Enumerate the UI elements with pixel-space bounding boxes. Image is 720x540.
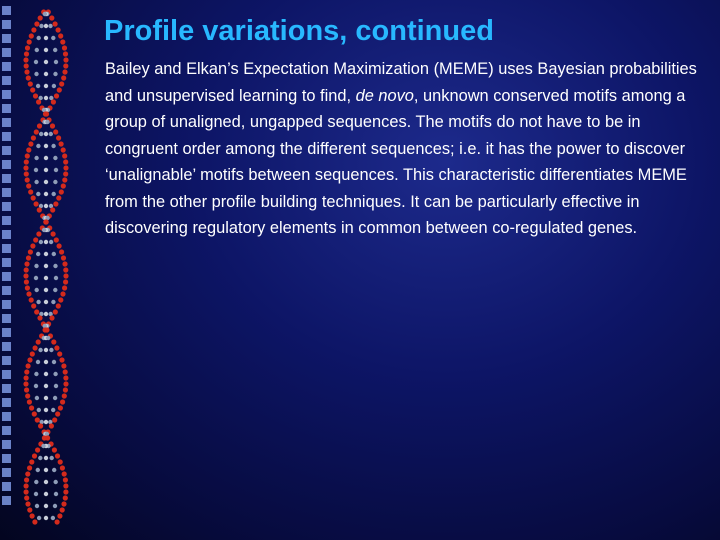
helix-base-atom [44, 156, 48, 160]
helix-base-atom [44, 468, 48, 472]
helix-atom [51, 99, 56, 104]
helix-base-atom [44, 48, 48, 52]
helix-atom [62, 153, 67, 158]
helix-atom [52, 417, 57, 422]
decorative-square [2, 104, 11, 113]
page-title: Profile variations, continued [104, 15, 494, 47]
decorative-square [2, 90, 11, 99]
helix-atom [63, 279, 68, 284]
helix-base-atom [44, 180, 48, 184]
helix-atom [38, 423, 43, 428]
helix-atom [24, 279, 29, 284]
helix-atom [24, 375, 29, 380]
helix-atom [24, 477, 29, 482]
helix-atom [57, 87, 62, 92]
decorative-square [2, 398, 11, 407]
helix-atom [25, 501, 30, 506]
helix-base-atom [51, 36, 55, 40]
helix-base-atom [36, 360, 40, 364]
helix-base-atom [49, 240, 53, 244]
decorative-square [2, 342, 11, 351]
helix-base-atom [44, 312, 48, 316]
helix-atom [63, 387, 68, 392]
helix-base-atom [44, 492, 48, 496]
helix-atom [56, 303, 61, 308]
helix-atom [37, 123, 42, 128]
helix-base-atom [35, 48, 39, 52]
helix-base-atom [34, 276, 38, 280]
helix-base-atom [44, 132, 48, 136]
helix-base-atom [53, 48, 57, 52]
decorative-square [2, 76, 11, 85]
helix-atom [62, 261, 67, 266]
helix-base-atom [53, 504, 57, 508]
helix-atom [26, 291, 31, 296]
decorative-square [2, 132, 11, 141]
decorative-square [2, 160, 11, 169]
helix-atom [58, 297, 63, 302]
decorative-square [2, 34, 11, 43]
helix-atom [52, 447, 57, 452]
helix-atom [25, 177, 30, 182]
helix-base-atom [36, 252, 40, 256]
helix-base-atom [44, 36, 48, 40]
decorative-square [2, 244, 11, 253]
helix-base-atom [49, 348, 53, 352]
helix-atom [29, 297, 34, 302]
helix-base-atom [44, 504, 48, 508]
decorative-square [2, 328, 11, 337]
decorative-square [2, 258, 11, 267]
helix-base-atom [44, 300, 48, 304]
decorative-square [2, 454, 11, 463]
helix-base-atom [44, 24, 48, 28]
helix-atom [49, 15, 54, 20]
helix-atom [31, 27, 36, 32]
helix-base-atom [44, 60, 48, 64]
helix-atom [27, 39, 32, 44]
helix-atom [29, 405, 34, 410]
helix-atom [24, 63, 29, 68]
helix-atom [62, 69, 67, 74]
helix-atom [62, 471, 67, 476]
helix-atom [31, 303, 36, 308]
helix-base-atom [35, 288, 39, 292]
helix-atom [35, 417, 40, 422]
helix-atom [63, 51, 68, 56]
helix-atom [58, 405, 63, 410]
helix-atom [63, 495, 68, 500]
helix-atom [59, 81, 64, 86]
helix-base-atom [34, 480, 38, 484]
helix-base-atom [44, 396, 48, 400]
helix-atom [33, 93, 38, 98]
helix-atom [62, 285, 67, 290]
helix-atom [30, 351, 35, 356]
decorative-square [2, 356, 11, 365]
helix-atom [24, 261, 29, 266]
decorative-square [2, 6, 11, 15]
helix-atom [28, 189, 33, 194]
helix-atom [59, 141, 64, 146]
helix-base-atom [34, 60, 38, 64]
helix-base-atom [53, 72, 57, 76]
helix-base-atom [51, 408, 55, 412]
helix-base-atom [53, 288, 57, 292]
helix-atom [34, 129, 39, 134]
helix-base-atom [54, 492, 58, 496]
decorative-square [2, 146, 11, 155]
decorative-square [2, 230, 11, 239]
helix-atom [26, 363, 31, 368]
helix-base-atom [44, 456, 48, 460]
helix-atom [60, 291, 65, 296]
helix-atom [59, 249, 64, 254]
helix-atom [60, 507, 65, 512]
helix-base-atom [37, 516, 41, 520]
helix-base-atom [41, 444, 45, 448]
helix-base-atom [35, 504, 39, 508]
helix-base-atom [39, 132, 43, 136]
helix-atom [36, 339, 41, 344]
helix-atom [25, 45, 30, 50]
helix-atom [43, 219, 48, 224]
helix-base-atom [44, 252, 48, 256]
helix-atom [32, 453, 37, 458]
helix-atom [34, 309, 39, 314]
helix-atom [23, 273, 28, 278]
helix-atom [26, 147, 31, 152]
helix-atom [35, 447, 40, 452]
helix-base-atom [44, 192, 48, 196]
decorative-square [2, 440, 11, 449]
body-paragraph [105, 56, 705, 242]
paragraph-italic: de novo [355, 86, 414, 105]
helix-atom [24, 495, 29, 500]
helix-atom [56, 135, 61, 140]
helix-base-atom [44, 276, 48, 280]
helix-base-atom [51, 516, 55, 520]
helix-base-atom [34, 180, 38, 184]
helix-atom [60, 399, 65, 404]
helix-atom [57, 351, 62, 356]
helix-base-atom [39, 240, 43, 244]
helix-atom [63, 159, 68, 164]
helix-base-atom [44, 168, 48, 172]
helix-atom [25, 471, 30, 476]
helix-atom [63, 483, 68, 488]
helix-atom [36, 231, 41, 236]
paragraph-text-2: , unknown conserved motifs among a group of unaligned, ungapped sequences. The motifs do not have to be in congruent order among the different sequences; i.e. it has the power to discover ‘unalignable’ motifs between sequences. This characteristic differentiates MEME from the other profile building techniques. It can be particularly effective in discovering regulatory elements in common between co-regulated genes. [105, 86, 687, 237]
helix-base-atom [34, 384, 38, 388]
helix-atom [57, 243, 62, 248]
helix-atom [23, 381, 28, 386]
helix-atom [24, 51, 29, 56]
helix-base-atom [52, 84, 56, 88]
helix-base-atom [44, 288, 48, 292]
paragraph-text-1: Bailey and Elkan’s Expectation Maximization (MEME) uses Bayesian probabilities and unsupervised learning to find, [105, 60, 697, 105]
helix-base-atom [53, 396, 57, 400]
helix-atom [24, 483, 29, 488]
helix-base-atom [54, 384, 58, 388]
helix-base-atom [52, 192, 56, 196]
helix-atom [37, 315, 42, 320]
helix-base-atom [52, 468, 56, 472]
helix-atom [63, 489, 68, 494]
helix-base-atom [34, 156, 38, 160]
helix-atom [24, 159, 29, 164]
helix-atom [30, 87, 35, 92]
helix-atom [58, 33, 63, 38]
helix-atom [53, 129, 58, 134]
helix-atom [29, 33, 34, 38]
helix-base-atom [52, 360, 56, 364]
helix-atom [56, 27, 61, 32]
helix-atom [36, 99, 41, 104]
helix-base-atom [36, 468, 40, 472]
helix-atom [51, 231, 56, 236]
decorative-square [2, 286, 11, 295]
helix-base-atom [44, 264, 48, 268]
decorative-square [2, 216, 11, 225]
helix-atom [24, 387, 29, 392]
decorative-square [2, 62, 11, 71]
helix-atom [63, 165, 68, 170]
helix-atom [25, 153, 30, 158]
helix-base-atom [43, 12, 47, 16]
helix-base-atom [34, 72, 38, 76]
helix-base-atom [46, 336, 50, 340]
helix-base-atom [34, 264, 38, 268]
helix-atom [63, 267, 68, 272]
helix-atom [53, 201, 58, 206]
helix-base-atom [37, 408, 41, 412]
helix-base-atom [50, 456, 54, 460]
helix-atom [63, 63, 68, 68]
helix-base-atom [44, 372, 48, 376]
helix-atom [24, 489, 29, 494]
helix-atom [26, 255, 31, 260]
helix-base-atom [44, 516, 48, 520]
helix-atom [55, 519, 60, 524]
helix-base-atom [44, 360, 48, 364]
decorative-square [2, 174, 11, 183]
decorative-square [2, 48, 11, 57]
helix-atom [31, 195, 36, 200]
helix-atom [27, 399, 32, 404]
helix-atom [43, 111, 48, 116]
helix-atom [32, 411, 37, 416]
decorative-square [2, 496, 11, 505]
helix-base-atom [53, 372, 57, 376]
helix-atom [30, 243, 35, 248]
helix-base-atom [53, 156, 57, 160]
helix-atom [25, 285, 30, 290]
helix-atom [61, 147, 66, 152]
helix-atom [61, 183, 66, 188]
decorative-square [2, 314, 11, 323]
helix-atom [44, 327, 49, 332]
helix-base-atom [36, 300, 40, 304]
helix-atom [62, 45, 67, 50]
helix-atom [33, 345, 38, 350]
helix-base-atom [51, 144, 55, 148]
helix-base-atom [54, 168, 58, 172]
helix-atom [32, 519, 37, 524]
helix-base-atom [52, 252, 56, 256]
helix-atom [37, 207, 42, 212]
helix-base-atom [49, 132, 53, 136]
helix-atom [60, 465, 65, 470]
decorative-square [2, 384, 11, 393]
helix-base-atom [34, 372, 38, 376]
helix-base-atom [54, 276, 58, 280]
helix-atom [31, 135, 36, 140]
helix-base-atom [54, 60, 58, 64]
helix-atom [57, 513, 62, 518]
helix-atom [63, 477, 68, 482]
decorative-square [2, 118, 11, 127]
helix-base-atom [45, 120, 49, 124]
decorative-square [2, 482, 11, 491]
helix-base-atom [36, 192, 40, 196]
helix-base-atom [34, 168, 38, 172]
helix-base-atom [38, 456, 42, 460]
decorative-square [2, 412, 11, 421]
helix-atom [59, 189, 64, 194]
helix-base-atom [44, 240, 48, 244]
helix-atom [34, 21, 39, 26]
helix-atom [50, 207, 55, 212]
helix-atom [24, 171, 29, 176]
helix-base-atom [44, 72, 48, 76]
decorative-square [2, 188, 11, 197]
helix-atom [56, 195, 61, 200]
helix-atom [55, 453, 60, 458]
helix-atom [29, 459, 34, 464]
helix-base-atom [44, 384, 48, 388]
helix-base-atom [48, 24, 52, 28]
dna-helix-icon [16, 8, 86, 528]
helix-base-atom [53, 180, 57, 184]
helix-base-atom [44, 204, 48, 208]
helix-base-atom [36, 144, 40, 148]
helix-base-atom [51, 300, 55, 304]
decorative-square [2, 272, 11, 281]
decorative-square [2, 300, 11, 309]
helix-atom [27, 357, 32, 362]
helix-atom [26, 75, 31, 80]
helix-atom [63, 171, 68, 176]
decorative-square [2, 370, 11, 379]
helix-atom [61, 501, 66, 506]
helix-base-atom [44, 408, 48, 412]
helix-atom [24, 69, 29, 74]
helix-atom [23, 57, 28, 62]
helix-atom [60, 39, 65, 44]
helix-atom [26, 183, 31, 188]
helix-atom [30, 513, 35, 518]
helix-atom [49, 315, 54, 320]
helix-atom [34, 201, 39, 206]
helix-atom [51, 339, 56, 344]
helix-atom [63, 381, 68, 386]
helix-atom [28, 141, 33, 146]
decorative-square [2, 426, 11, 435]
helix-atom [63, 375, 68, 380]
helix-atom [62, 177, 67, 182]
helix-base-atom [44, 144, 48, 148]
helix-atom [27, 465, 32, 470]
helix-atom [53, 21, 58, 26]
helix-atom [33, 237, 38, 242]
helix-base-atom [53, 264, 57, 268]
helix-atom [59, 357, 64, 362]
helix-atom [50, 123, 55, 128]
helix-atom [54, 93, 59, 98]
helix-atom [42, 435, 47, 440]
helix-atom [28, 249, 33, 254]
decorative-square [2, 202, 11, 211]
helix-atom [23, 165, 28, 170]
helix-atom [55, 411, 60, 416]
helix-base-atom [44, 480, 48, 484]
helix-atom [61, 255, 66, 260]
helix-atom [49, 423, 54, 428]
helix-atom [63, 57, 68, 62]
helix-atom [58, 459, 63, 464]
decorative-square [2, 20, 11, 29]
helix-base-atom [36, 84, 40, 88]
helix-base-atom [44, 84, 48, 88]
helix-atom [53, 309, 58, 314]
helix-atom [24, 267, 29, 272]
helix-atom [24, 369, 29, 374]
helix-atom [62, 393, 67, 398]
helix-atom [25, 393, 30, 398]
helix-base-atom [44, 420, 48, 424]
helix-base-atom [44, 348, 48, 352]
helix-atom [61, 363, 66, 368]
helix-atom [27, 507, 32, 512]
helix-atom [61, 75, 66, 80]
helix-atom [38, 15, 43, 20]
helix-base-atom [54, 480, 58, 484]
helix-base-atom [35, 396, 39, 400]
decorative-square [2, 468, 11, 477]
helix-atom [28, 81, 33, 86]
helix-atom [54, 345, 59, 350]
helix-base-atom [38, 348, 42, 352]
helix-atom [63, 273, 68, 278]
helix-atom [54, 237, 59, 242]
helix-base-atom [37, 36, 41, 40]
helix-base-atom [34, 492, 38, 496]
helix-base-atom [39, 24, 43, 28]
helix-base-atom [44, 96, 48, 100]
helix-atom [63, 369, 68, 374]
helix-base-atom [42, 228, 46, 232]
